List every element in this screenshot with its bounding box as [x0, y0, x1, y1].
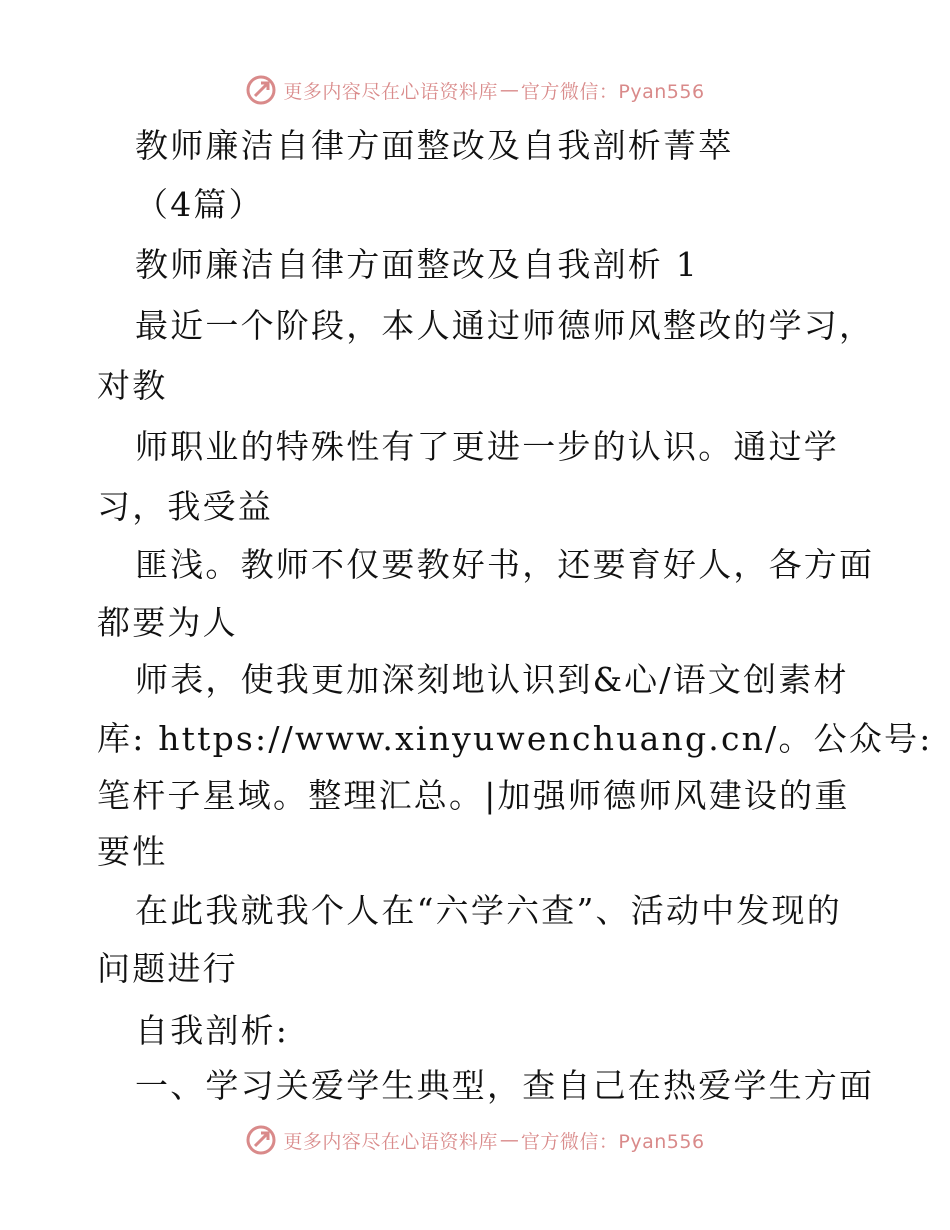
document-title-count: （4篇） [135, 185, 264, 224]
paragraph-line: 笔杆子星域。整理汇总。|加强师德师风建设的重 [97, 776, 850, 815]
section-heading: 教师廉洁自律方面整改及自我剖析 1 [135, 245, 699, 284]
paragraph-line: 都要为人 [97, 603, 238, 642]
paragraph-line: 最近一个阶段，本人通过师德师风整改的学习， [135, 306, 875, 345]
watermark-separator: — [499, 1129, 519, 1151]
paragraph-line: 习，我受益 [97, 487, 273, 526]
watermark-logo-icon [245, 74, 277, 106]
watermark-logo-icon [245, 1124, 277, 1156]
paragraph-line: 师表，使我更加深刻地认识到&心/语文创素材 [135, 660, 849, 699]
paragraph-line: 问题进行 [97, 949, 238, 988]
paragraph-line: 匪浅。教师不仅要教好书，还要育好人，各方面 [135, 545, 875, 584]
paragraph-line: 自我剖析: [135, 1011, 290, 1050]
paragraph-line: 师职业的特殊性有了更进一步的认识。通过学 [135, 427, 839, 466]
watermark-text: 更多内容尽在心语资料库 [283, 80, 498, 103]
footer-watermark-banner [0, 1118, 950, 1162]
watermark-wechat: 官方微信：Pyan556 [520, 80, 705, 103]
paragraph-line: 库: https://www.xinyuwenchuang.cn/。公众号: [97, 719, 933, 758]
document-title: 教师廉洁自律方面整改及自我剖析菁萃 [135, 126, 734, 165]
watermark-wechat: 官方微信：Pyan556 [520, 1130, 705, 1153]
watermark-separator: — [499, 79, 519, 101]
paragraph-line: 对教 [97, 366, 168, 405]
watermark-text: 更多内容尽在心语资料库 [283, 1130, 498, 1153]
paragraph-line: 在此我就我个人在“六学六查”、活动中发现的 [135, 891, 842, 930]
paragraph-line: 要性 [97, 832, 168, 871]
header-watermark-banner [0, 68, 950, 112]
paragraph-line: 一、学习关爱学生典型，查自己在热爱学生方面 [135, 1066, 875, 1105]
